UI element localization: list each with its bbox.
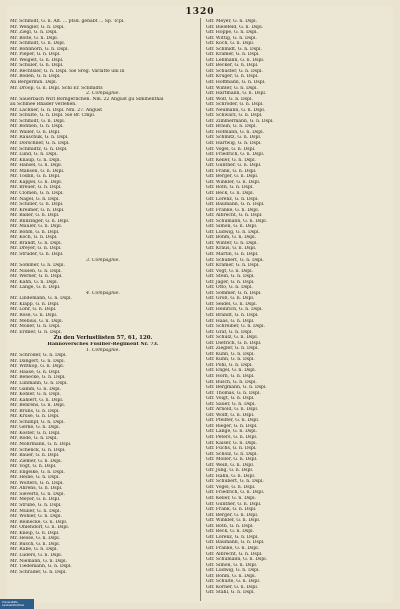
- page-number: 1320: [185, 7, 215, 17]
- list-entry: An Bergermin. Dspl.: [10, 80, 58, 86]
- company-heading: 4. Compagnie.: [86, 290, 120, 296]
- list-entry: Gfr. Böhm, G. n. Dspl.: [206, 235, 257, 241]
- list-entry: Mr. Löhr, G. n. Dspl.: [10, 307, 57, 313]
- list-entry: Mr. Dangert, G. n. Dspl.: [10, 358, 65, 364]
- list-entry: Gfr. Pfeiffer, G. n. Dspl.: [206, 418, 260, 424]
- list-entry: Mr. Schenck, G. n. Dspl.: [10, 447, 66, 453]
- list-entry: Gfr. Schulte, G. n. Dspl.: [206, 579, 261, 585]
- badge-line-2: Landesbibliothek: [2, 604, 25, 607]
- list-entry: Gfr. Ludwig, G. n. Dspl.: [206, 229, 260, 235]
- list-entry: Gfr. Winkler, G. n. Dspl.: [206, 179, 261, 185]
- list-entry: Mr. Clomen, G. n. Dspl.: [10, 190, 64, 196]
- list-entry: Gfr. Schubert, G. n. Dspl.: [206, 479, 264, 485]
- list-entry: Gfr. Vogel, G. n. Dspl.: [206, 146, 256, 152]
- list-entry: Mr. Lange, G. n. Dspl.: [10, 285, 61, 291]
- list-entry: Gfr. Kühn, G. n. Dspl.: [206, 357, 255, 363]
- list-entry: Mr. Rechtsler, G. n. Dspl. Sie Sreg. Varlätte uni in: [10, 68, 125, 74]
- right-column: [206, 19, 392, 601]
- list-entry: Gfr. Günther, G. n. Dspl.: [206, 501, 262, 507]
- list-entry: Gfr. Heinrich, G. n. Dspl.: [206, 307, 263, 313]
- list-entry: Gfr. Weiß, G. n. Dspl.: [206, 462, 255, 468]
- list-entry: Gfr. Horn, G. n. Dspl.: [206, 374, 255, 379]
- list-entry: Mr. Knaup, G. n. Dspl.: [10, 157, 61, 163]
- list-entry: Mr. Bohnen, G. n. Dspl.: [10, 124, 64, 130]
- list-entry: Gfr. Bielefeld, G. n. Dspl.: [206, 24, 264, 30]
- list-entry: Gfr. Rieger, G. n. Dspl.: [206, 423, 258, 429]
- list-entry: Gfr. Brandt, G. n. Dspl.: [206, 312, 259, 318]
- list-entry: Mr. Behrens, G. n. Dspl.: [10, 403, 66, 409]
- list-entry: Mr. Brandt, G. n. Dspl.: [10, 240, 62, 246]
- list-entry: Mr. Hänsel, G. n. Dspl.: [10, 163, 63, 169]
- list-entry: Gfr. Schmidt, G. n. Dspl.: [206, 46, 262, 52]
- list-entry: Mr. Boden, G. n. Dspl.: [10, 74, 61, 80]
- list-entry: Mr. Koch, G. n. Dspl.: [10, 235, 58, 241]
- list-entry: Mr. Lindemann, G. n. Dspl.: [10, 296, 72, 302]
- list-entry: Gfr. Sauer, G. n. Dspl.: [206, 401, 256, 407]
- list-entry: au Schmee Rhader verlehen.: [10, 102, 77, 108]
- list-entry: Mr. Bauer, G. n. Dspl.: [10, 453, 60, 459]
- list-entry: Gfr. Frank, G. n. Dspl.: [206, 507, 257, 513]
- list-entry: Gfr. Kaiser, G. n. Dspl.: [206, 440, 257, 446]
- list-entry: Gfr. Hartwig, G. n. Dspl.: [206, 141, 262, 147]
- list-entry: Gfr. Schreiber, G. n. Dspl.: [206, 324, 265, 330]
- list-entry: Mr. Nagel, G. n. Dspl.: [10, 196, 60, 202]
- list-entry: Mr. Schmidt, G. n. Dspl.: [10, 118, 66, 124]
- list-entry: Gfr. Haas, G. n. Dspl.: [206, 318, 255, 324]
- list-entry: Gfr. Albrecht, G. n. Dspl.: [206, 213, 263, 219]
- list-entry: Gfr. Seidel, G. n. Dspl.: [206, 301, 258, 307]
- list-entry: Mr. Reinecke, G. n. Dspl.: [10, 519, 68, 525]
- left-column: [10, 19, 196, 601]
- list-entry: Mr. Ziegl, G. n. Dspl.: [10, 30, 58, 36]
- company-heading: 2. Compagnie.: [86, 91, 120, 97]
- list-entry: Mr. Breuer, G. n. Dspl.: [10, 185, 62, 191]
- list-entry: Gfr. Keller, G. n. Dspl.: [206, 157, 256, 163]
- list-entry: Mr. Busch, G. n. Dspl.: [10, 541, 61, 547]
- list-entry: Mr. Erdner, G. n. Dspl.: [10, 329, 62, 335]
- list-entry: Mr. Gerke, G. n. Dspl.: [10, 425, 61, 431]
- list-entry: Mr. Schmidt, G. n. Dspl.: [10, 41, 66, 47]
- list-entry: Gfr. Böhm, G. n. Dspl.: [206, 573, 257, 579]
- list-entry: Gfr. Franke, G. n. Dspl.: [206, 207, 260, 213]
- list-entry: Gfr. Roth, G. n. Dspl.: [206, 185, 254, 191]
- list-entry: Mr. Kruse, G. n. Dspl.: [10, 414, 60, 420]
- list-entry: Mr. Schmidt, G. n. Alt. ... ptsd. gehabt ... Sp. Tcpl.: [10, 19, 125, 24]
- list-entry: Mr. Kahn, G. n. Dspl.: [10, 279, 59, 285]
- list-entry: Mr. Niemann, G. n. Dspl.: [10, 558, 68, 564]
- list-entry: Mr. Kneip, G. n. Dspl.: [10, 530, 60, 536]
- list-entry: Gfr. Friedrich, G. n. Dspl.: [206, 152, 265, 158]
- list-entry: Gfr. Kraus, G. n. Dspl.: [206, 246, 257, 252]
- list-entry: Mr. Werner, G. n. Dspl.: [10, 274, 63, 280]
- list-entry: Mr. Wolters, G. n. Dspl.: [10, 480, 64, 486]
- list-entry: Mr. Schimpf, G. n. Dspl.: [10, 419, 65, 425]
- list-entry: Gfr. Voigt, G. n. Dspl.: [206, 396, 255, 402]
- list-entry: Gfr. Lorenz, G. n. Dspl.: [206, 534, 259, 540]
- list-entry: Gfr. Möller, G. n. Dspl.: [206, 457, 258, 463]
- list-entry: Mr. Hesse, G. n. Dspl.: [10, 536, 61, 542]
- list-entry: Mr. Ohlendorf, G. n. Dspl.: [10, 525, 70, 531]
- list-entry: Gfr. Schubert, G. n. Dspl.: [206, 257, 264, 263]
- list-entry: Mr. Lühmann, G. n. Dspl.: [10, 381, 68, 386]
- list-entry: Gfr. Schulz, G. n. Dspl.: [206, 335, 259, 341]
- list-entry: Gfr. Jäger, G. n. Dspl.: [206, 279, 255, 285]
- list-entry: Gfr. Braun, G. n. Dspl.: [206, 124, 257, 130]
- list-entry: Mr. Kappel, G. n. Dspl.: [10, 179, 63, 185]
- list-entry: Mr. Sommer, G. n. Dspl.: [10, 263, 65, 269]
- list-entry: Mr. Droop, G. n. Dspl. Schl Er. Schmidts: [10, 85, 103, 91]
- list-entry: Gfr. Winkler, G. n. Dspl.: [206, 518, 261, 524]
- list-entry: Mr. Meyer, G. n. Dspl.: [10, 497, 61, 503]
- company-heading: 3. Compagnie.: [86, 257, 120, 263]
- list-entry: Mr. Rabe, G. n. Dspl.: [10, 547, 58, 553]
- list-entry: Gfr. Albrecht, G. n. Dspl.: [206, 551, 263, 557]
- list-entry: Mr. Köhler, G. n. Dspl.: [10, 392, 61, 398]
- list-entry: Gfr. Wolff, G. n. Dspl.: [206, 412, 255, 418]
- list-entry: Gfr. Friedrich, G. n. Dspl.: [206, 490, 265, 496]
- list-entry: Gfr. Lange, G. n. Dspl.: [206, 429, 257, 435]
- list-entry: Mr. Strube, G. n. Dspl.: [10, 503, 62, 509]
- list-entry: Gfr. Dietrich, G. n. Dspl.: [206, 340, 262, 346]
- list-entry: Mr. Vogt, G. n. Dspl.: [10, 464, 57, 470]
- list-entry: Mr. Schiller, G. n. Dspl.: [10, 202, 64, 208]
- list-entry: Mr. Nissen, G. n. Dspl.: [10, 268, 62, 274]
- badge-line-1: Universitäts-: [2, 600, 19, 604]
- list-entry: Gfr. Baumann, G. n. Dspl.: [206, 202, 265, 208]
- company-heading: 1. Compagnie.: [86, 347, 120, 353]
- list-entry: Gfr. Ziegler, G. n. Dspl.: [206, 346, 259, 352]
- list-entry: Gfr. Schwarz, G. n. Dspl.: [206, 113, 263, 119]
- list-entry: Mr. Rose, G. n. Dspl.: [10, 312, 58, 318]
- list-entry: Mr. Bruns, G. n. Dspl.: [10, 408, 60, 414]
- list-entry: Mr. Mansen, G. n. Dspl.: [10, 168, 65, 174]
- list-entry: Gfr. Winter, G. n. Dspl.: [206, 240, 258, 246]
- list-entry: Gfr. Kuhn, G. n. Dspl.: [206, 351, 255, 357]
- list-entry: Gfr. Scholz, G. n. Dspl.: [206, 451, 258, 457]
- list-entry: Mr. Müller, G. n. Dspl.: [10, 508, 61, 514]
- list-entry: Gfr. Krämer, G. n. Dspl.: [206, 263, 260, 269]
- list-entry: Mr. Tiedemann, G. n. Dspl.: [10, 564, 72, 570]
- list-entry: Mr. Schrader, G. n. Dspl.: [10, 569, 67, 575]
- list-entry: Gfr. Schmitz, G. n. Dspl.: [206, 135, 262, 141]
- list-entry: Mr. Bohnhorn, G. n. Dspl.: [10, 46, 69, 52]
- list-entry: Gfr. Günther, G. n. Dspl.: [206, 163, 262, 169]
- list-entry: Gfr. Martin, G. n. Dspl.: [206, 251, 259, 257]
- list-entry: Mr. Kreimer, G. n. Dspl.: [10, 207, 65, 213]
- list-entry: Gfr. Wittig, G. n. Dspl.: [206, 35, 257, 41]
- list-entry: Mr. Haase, G. n. Dspl.: [10, 369, 61, 375]
- list-entry: Gfr. Meyer, G. n. Dspl.: [206, 19, 258, 24]
- list-entry: Gfr. Zimmermann, G. n. Dspl.: [206, 118, 274, 124]
- column-divider: [200, 18, 201, 601]
- list-entry: Mr. Gamm, G. n. Dspl.: [10, 386, 62, 392]
- list-entry: Mr. Ziemer, G. n. Dspl.: [10, 458, 63, 464]
- list-entry: Gfr. Berger, G. n. Dspl.: [206, 512, 259, 518]
- list-entry: Mr. Mauler, G. n. Dspl.: [10, 224, 63, 230]
- list-entry: Gfr. Körner, G. n. Dspl.: [206, 584, 259, 590]
- list-entry: Mr. Wittkop, G. n. Dspl.: [10, 364, 65, 370]
- list-entry: Mr. Heine, G. n. Dspl.: [10, 475, 60, 481]
- list-entry: Mr. Wengler, G. n. Dspl.: [10, 24, 65, 30]
- list-entry: Mr. Lachner, G. n. Dspl. Nm. 27. Angust: [10, 107, 103, 113]
- list-entry: Gfr. Stein, G. n. Dspl.: [206, 274, 255, 280]
- list-entry: Gfr. Arnold, G. n. Dspl.: [206, 407, 259, 413]
- list-entry: Mr. Möller, G. n. Dspl.: [10, 324, 61, 330]
- section-title: Zu den Verlustlisten 57, 61, 120.: [53, 335, 153, 342]
- list-entry: Gfr. Becker, G. n. Dspl.: [206, 63, 259, 69]
- list-entry: Mr. Sauerbach Wirl Borngerlichen. Nm. 22 Angust gu Simmenthal: [10, 96, 164, 102]
- list-entry: Gfr. Vogt, G. n. Dspl.: [206, 268, 254, 274]
- list-entry: Gfr. Koch, G. n. Dspl.: [206, 41, 255, 47]
- list-entry: Mr. Mebius, G. n. Dspl.: [10, 318, 64, 324]
- list-entry: Mr. Schmidtz, G. n. Dspl.: [10, 146, 68, 152]
- list-entry: Gfr. Wolf, G. n. Dspl.: [206, 96, 253, 102]
- list-entry: Mr. Schuler, G. n. Dspl.: [10, 63, 64, 69]
- list-entry: Gfr. Keller, G. n. Dspl.: [206, 496, 256, 502]
- list-entry: Gfr. Busch, G. n. Dspl.: [206, 379, 257, 385]
- list-entry: Gfr. Vogel, G. n. Dspl.: [206, 484, 256, 490]
- list-entry: Mr. Böhm, G. n. Dspl.: [10, 229, 60, 235]
- list-entry: Gfr. Schumann, G. n. Dspl.: [206, 218, 268, 224]
- list-entry: Gfr. Winter, G. n. Dspl.: [206, 85, 258, 91]
- list-entry: Gfr. Baumann, G. n. Dspl.: [206, 540, 265, 546]
- list-entry: Gfr. Schuster, G. n. Dspl.: [206, 68, 263, 74]
- list-entry: Mr. Schröder, G. n. Dspl.: [10, 353, 67, 359]
- list-entry: Gfr. Groß, G. n. Dspl.: [206, 296, 255, 302]
- list-entry: Gfr. Ludwig, G. n. Dspl.: [206, 568, 260, 574]
- list-entry: Mr. Strüder, G. n. Dspl.: [10, 251, 64, 257]
- list-entry: Gfr. Simon, G. n. Dspl.: [206, 224, 258, 230]
- list-entry: Gfr. Hartmann, G. n. Dspl.: [206, 91, 267, 97]
- list-entry: Mr. Klapp, G. n. Dspl.: [10, 301, 60, 307]
- list-entry: Gfr. Schröder, G. n. Dspl.: [206, 102, 264, 108]
- list-entry: Mr. Pieper, G. n. Dspl.: [10, 52, 61, 58]
- list-entry: Mr. Kahlert, G. n. Dspl.: [10, 397, 64, 403]
- list-entry: Gfr. Graf, G. n. Dspl.: [206, 329, 253, 335]
- list-entry: Gfr. Beck, G. n. Dspl.: [206, 190, 255, 196]
- list-entry: Mr. Rode, G. n. Dspl.: [10, 436, 58, 442]
- list-entry: Mr. Ahrens, G. n. Dspl.: [10, 486, 63, 492]
- list-entry: Mr. Schulte, G. n. Dspl. Sie Br. Cmpl.: [10, 113, 96, 119]
- list-entry: Mr. Weigelt, G. n. Dspl.: [10, 57, 64, 63]
- list-entry: Gfr. Stahl, G. n. Dspl.: [206, 590, 255, 596]
- list-entry: Gfr. Bergmann, G. n. Dspl.: [206, 385, 267, 391]
- document-page: [7, 6, 393, 603]
- list-entry: Gfr. Hoppe, G. n. Dspl.: [206, 30, 258, 36]
- list-entry: Gfr. Pohl, G. n. Dspl.: [206, 362, 253, 368]
- list-entry: Mr. Bolte, G. n. Dspl.: [10, 35, 59, 41]
- list-entry: Gfr. Franke, G. n. Dspl.: [206, 545, 260, 551]
- list-entry: Gfr. Lorenz, G. n. Dspl.: [206, 196, 259, 202]
- regiment-heading: Hannoversches Füsilier-Regiment Nr. 73.: [47, 342, 159, 348]
- list-entry: Gfr. Frank, G. n. Dspl.: [206, 168, 257, 174]
- list-entry: Mr. Engelke, G. n. Dspl.: [10, 469, 65, 475]
- list-entry: Mr. Köster, G. n. Dspl.: [10, 430, 61, 436]
- list-entry: Gfr. Berger, G. n. Dspl.: [206, 174, 259, 180]
- list-entry: Gfr. Neumann, G. n. Dspl.: [206, 107, 266, 113]
- list-entry: Gfr. Roth, G. n. Dspl.: [206, 523, 254, 529]
- list-entry: Gfr. Simon, G. n. Dspl.: [206, 562, 258, 568]
- list-entry: Gfr. Schumann, G. n. Dspl.: [206, 557, 268, 563]
- list-entry: Gfr. Engel, G. n. Dspl.: [206, 368, 257, 374]
- list-entry: Gfr. Hoffmann, G. n. Dspl.: [206, 80, 266, 86]
- list-entry: Mr. Sieverts, G. n. Dspl.: [10, 491, 65, 497]
- list-entry: Gfr. Kramer, G. n. Dspl.: [206, 52, 260, 58]
- list-entry: Mr. Wäller, G. n. Dspl.: [10, 129, 61, 135]
- list-entry: Mr. Tödlin, G. n. Dspl.: [10, 174, 61, 180]
- list-entry: Gfr. Krüger, G. n. Dspl.: [206, 74, 259, 80]
- list-entry: Mr. Dreyer, G. n. Dspl.: [10, 246, 62, 252]
- list-entry: Gfr. Hofmann, G. n. Dspl.: [206, 129, 265, 135]
- list-entry: Mr. Blinzinger, G. n. Dspl.: [10, 218, 70, 224]
- list-entry: Mr. Rauschuk, G. n. Dspl.: [10, 135, 69, 141]
- list-entry: Gfr. Beck, G. n. Dspl.: [206, 529, 255, 535]
- list-entry: Gfr. Otto, G. n. Dspl.: [206, 285, 253, 291]
- list-entry: Gfr. Lehmann, G. n. Dspl.: [206, 57, 265, 63]
- list-entry: Mr. Lund, G. n. Dspl.: [10, 152, 58, 158]
- list-entry: Mr. Wöhler, G. n. Dspl.: [10, 514, 62, 520]
- list-entry: Gfr. Peters, G. n. Dspl.: [206, 435, 258, 441]
- list-entry: Mr. Benecke, G. n. Dspl.: [10, 375, 66, 381]
- list-entry: Mr. Mohrmann, G. n. Dspl.: [10, 442, 72, 448]
- list-entry: Gfr. Sommer, G. n. Dspl.: [206, 290, 262, 296]
- library-watermark-badge: [0, 599, 34, 609]
- list-entry: Mr. Baller, G. n. Dspl.: [10, 213, 60, 219]
- list-entry: Mr. Dörschner, G. n. Dspl.: [10, 141, 70, 147]
- list-entry: Mr. Lüders, G. n. Dspl.: [10, 552, 63, 558]
- list-entry: Gfr. Thomas, G. n. Dspl.: [206, 390, 261, 396]
- list-entry: Gfr. Fuchs, G. n. Dspl.: [206, 446, 257, 452]
- list-entry: Gfr. Jung, G. n. Dspl.: [206, 468, 254, 474]
- list-entry: Gfr. Hahn, G. n. Dspl.: [206, 473, 256, 479]
